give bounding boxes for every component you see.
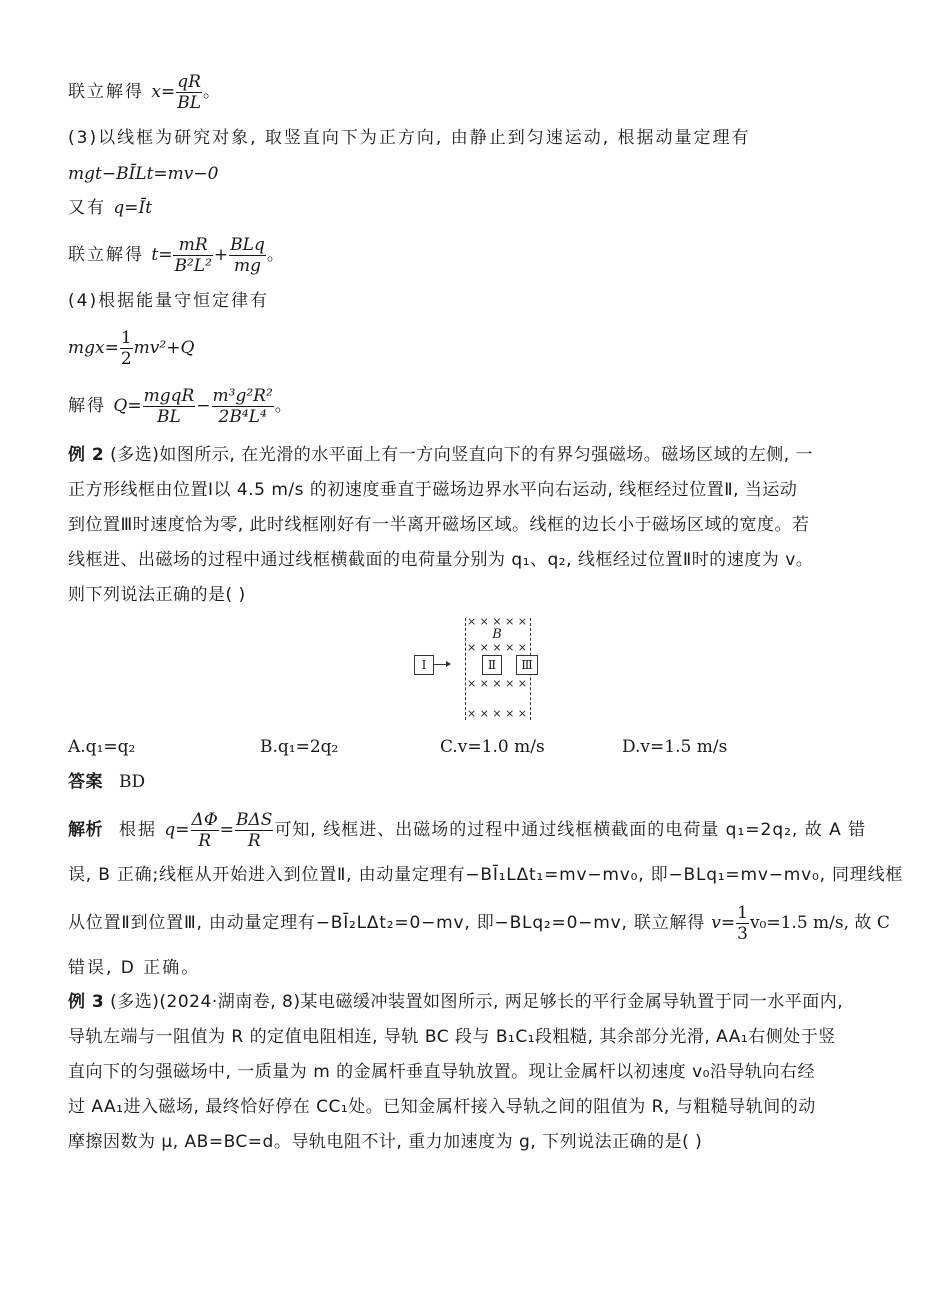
denominator: 3	[737, 924, 748, 944]
eq-right: mv²+Q	[133, 338, 195, 358]
analysis-line-3	[68, 903, 888, 944]
option-a: A.q₁=q₂	[68, 737, 136, 757]
var-v: v=	[711, 913, 736, 933]
fraction-qR-BL	[176, 72, 202, 113]
text: 从位置Ⅱ到位置Ⅲ, 由动量定理有−BĪ₂LΔt₂=0−mv, 即−BLq₂=0−mv, 联立解得	[68, 913, 712, 933]
text: 根据	[119, 820, 165, 840]
eq-left: mgx=	[68, 338, 119, 358]
ex2-line-4: 线框进、出磁场的过程中通过线框横截面的电荷量分别为 q₁、q₂, 线框经过位置Ⅱ时的速度为 v。	[68, 550, 814, 570]
text: v₀=1.5 m/s, 故 C	[749, 913, 890, 933]
denominator: BL	[177, 93, 202, 113]
ex2-line-2: 正方形线框由位置Ⅰ以 4.5 m/s 的初速度垂直于磁场边界水平向右运动, 线框经过位置Ⅱ, 当运动	[68, 480, 798, 500]
answer-value: BD	[119, 772, 146, 792]
solution-x-line	[68, 72, 888, 113]
equals: =	[161, 82, 176, 102]
part4-eq-line	[68, 328, 888, 369]
part3-intro: (3)以线框为研究对象, 取竖直向下为正方向, 由静止到匀速运动, 根据动量定理有	[68, 128, 751, 148]
denominator: 2	[120, 349, 132, 369]
var-Q: Q=	[113, 396, 142, 416]
denominator: R	[247, 831, 261, 851]
ex2-line-1	[68, 438, 888, 472]
denominator: mg	[233, 256, 261, 276]
period: 。	[274, 396, 292, 416]
numerator: 1	[120, 328, 132, 348]
fraction-1	[173, 235, 212, 276]
analysis-line-2: 误, B 正确;线框从开始进入到位置Ⅱ, 由动量定理有−BĪ₁LΔt₁=mv−mv₀, 即−BLq₁=mv−mv₀, 同理线框	[68, 865, 904, 885]
denominator: R	[198, 831, 212, 851]
numerator: 1	[737, 903, 748, 923]
ex2-line-3: 到位置Ⅲ时速度恰为零, 此时线框刚好有一半离开磁场区域。线框的边长小于磁场区域的宽度。若	[68, 515, 810, 535]
answer-label: 答案	[68, 772, 103, 792]
answer-line	[68, 765, 888, 799]
option-c: C.v=1.0 m/s	[440, 737, 545, 757]
numerator: mR	[173, 235, 212, 256]
eq-q: q=Īt	[113, 198, 153, 218]
ex2-line-5: 则下列说法正确的是( )	[68, 585, 246, 605]
ex2-text: (多选)如图所示, 在光滑的水平面上有一方向竖直向下的有界匀强磁场。磁场区域的左侧, 一	[104, 445, 814, 465]
frame-position-1: Ⅰ	[414, 655, 434, 675]
analysis-label: 解析	[68, 820, 103, 840]
cross-row: × × × × ×	[466, 641, 528, 654]
option-b: B.q₁=2q₂	[260, 737, 339, 757]
text-solve: 解得	[68, 396, 114, 416]
arrow-head-icon	[446, 661, 451, 667]
denominator: B²L²	[174, 256, 212, 276]
fraction-dphi-R	[191, 810, 219, 851]
part4-solution-line	[68, 386, 888, 427]
equals: =	[219, 820, 235, 840]
var-x: x	[151, 82, 161, 102]
text: 可知, 线框进、出磁场的过程中通过线框横截面的电荷量 q₁=2q₂, 故 A 错	[274, 820, 867, 840]
analysis-line-1	[68, 810, 888, 851]
var-t: t=	[151, 245, 173, 265]
ex3-line-1	[68, 985, 888, 1019]
text-also: 又有	[68, 198, 114, 218]
plus: +	[213, 245, 229, 265]
ex2-figure	[410, 615, 545, 725]
fraction-bds-R	[235, 810, 273, 851]
cross-row: × × × × ×	[466, 615, 528, 628]
part4-intro: (4)根据能量守恒定律有	[68, 291, 270, 311]
numerator: BLq	[230, 235, 265, 255]
field-label: B	[492, 627, 502, 642]
text-prefix: 联立解得	[68, 82, 152, 102]
ex3-line-3: 直向下的匀强磁场中, 一质量为 m 的金属杆垂直导轨放置。现让金属杆以初速度 v₀沿导轨向右经	[68, 1062, 815, 1082]
var-q: q=	[164, 820, 190, 840]
ex3-line-5: 摩擦因数为 μ, AB=BC=d。导轨电阻不计, 重力加速度为 g, 下列说法正确的是( )	[68, 1132, 703, 1152]
fraction-1	[143, 386, 196, 427]
cross-row: × × × × ×	[466, 677, 528, 690]
numerator: mgqR	[143, 386, 195, 406]
numerator: ΔΦ	[191, 810, 218, 830]
ex3-label: 例 3	[68, 992, 105, 1012]
ex3-line-4: 过 AA₁进入磁场, 最终恰好停在 CC₁处。已知金属杆接入导轨之间的阻值为 R, 与粗糙导轨间的动	[68, 1097, 816, 1117]
numerator: m³g²R²	[212, 386, 273, 406]
part3-eq2-line	[68, 191, 888, 225]
part3-eq1: mgt−BĪLt=mv−0	[68, 164, 219, 184]
numerator: qR	[177, 72, 201, 92]
frame-position-3: Ⅲ	[516, 655, 538, 675]
text-solve: 联立解得	[68, 245, 152, 265]
ex3-line-2: 导轨左端与一阻值为 R 的定值电阻相连, 导轨 BC 段与 B₁C₁段粗糙, 其余部分光滑, AA₁右侧处于竖	[68, 1027, 836, 1047]
denominator: 2B⁴L⁴	[218, 407, 267, 427]
fraction-half	[120, 328, 133, 369]
option-d: D.v=1.5 m/s	[622, 737, 728, 757]
fraction-2	[212, 386, 274, 427]
ex3-text: (多选)(2024·湖南卷, 8)某电磁缓冲装置如图所示, 两足够长的平行金属导轨置于同一水平面内,	[104, 992, 844, 1012]
denominator: BL	[157, 407, 181, 427]
minus: −	[196, 396, 211, 416]
period: 。	[266, 245, 284, 265]
ex2-label: 例 2	[68, 445, 105, 465]
fraction-one-third	[736, 903, 749, 944]
analysis-line-4: 错误, D 正确。	[68, 958, 201, 978]
numerator: BΔS	[236, 810, 273, 830]
fraction-2	[229, 235, 266, 276]
frame-position-2: Ⅱ	[482, 655, 502, 675]
period: 。	[203, 82, 221, 102]
cross-row: × × × × ×	[466, 707, 528, 720]
part3-solution-line	[68, 235, 888, 276]
